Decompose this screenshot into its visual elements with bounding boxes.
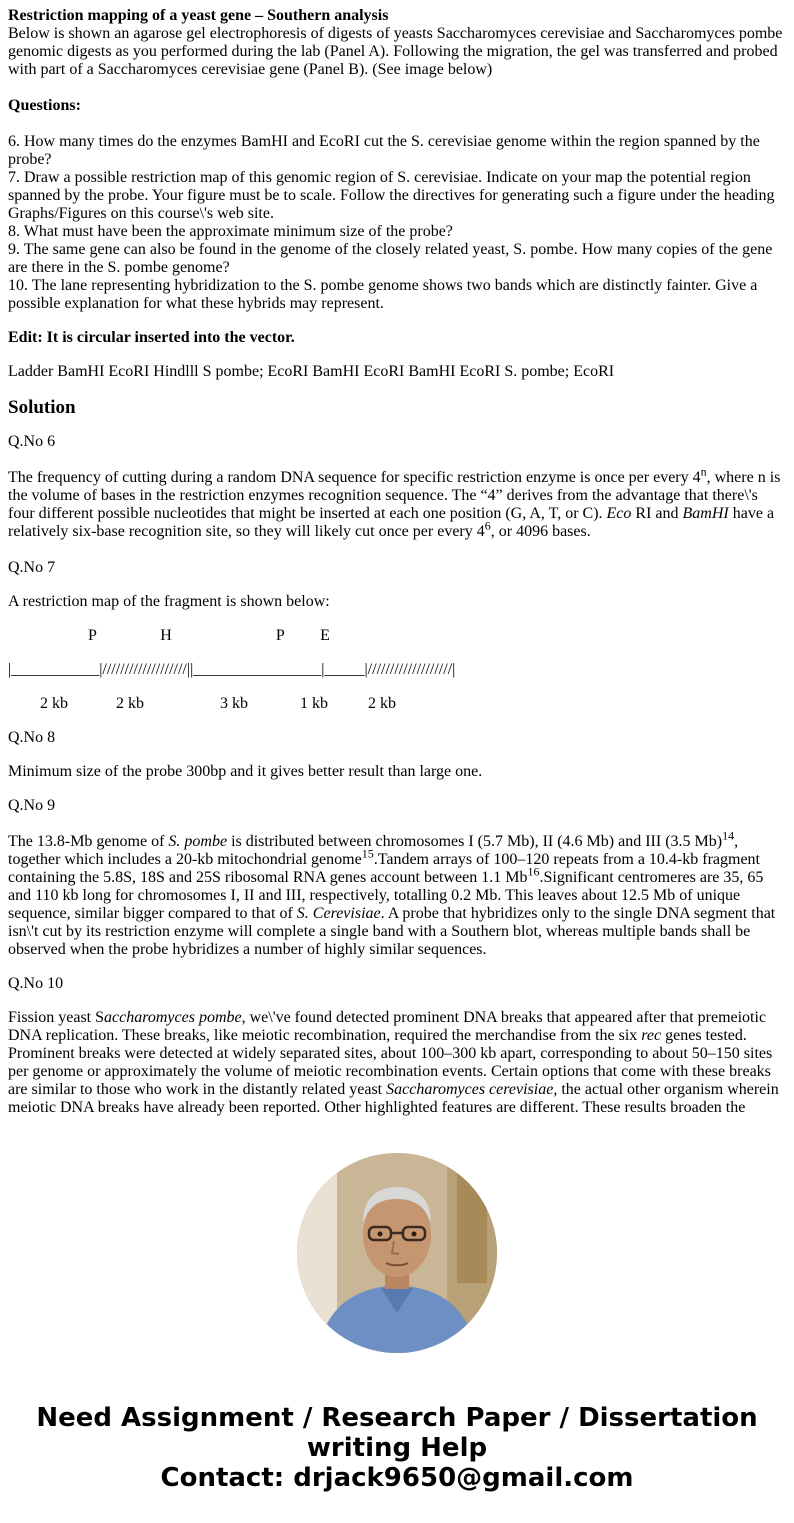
footer-contact-email: Contact: drjack9650@gmail.com bbox=[160, 1463, 634, 1493]
avatar bbox=[297, 1153, 497, 1353]
q8-label: Q.No 8 bbox=[8, 729, 56, 746]
edit-note: Edit: It is circular inserted into the vector. bbox=[8, 329, 295, 346]
q10-answer: Fission yeast Saccharomyces pombe, we\'ve found detected prominent DNA breaks that appeared after that premeiotic DNA replication. These breaks, like meiotic recombination, required the merchandise from the six rec genes tested. Prominent breaks were detected at widely separated sites, about 100–300 kb apart, corresponding to about 50–150 sites per genome or approximately the volume of meiotic recombination events. Certain options that come with these breaks are similar to those who work in the distantly related yeast Saccharomyces cerevisiae, the actual other organism wherein meiotic DNA breaks have already been reported. Other highlighted features are different. These results broaden the bbox=[8, 1009, 779, 1116]
document-body bbox=[8, 7, 786, 1120]
q10-label: Q.No 10 bbox=[8, 975, 64, 992]
question-list bbox=[8, 133, 786, 313]
question-item: 8. What must have been the approximate minimum size of the probe? bbox=[8, 223, 453, 240]
person-photo-icon bbox=[297, 1153, 497, 1353]
question-item: 9. The same gene can also be found in the genome of the closely related yeast, S. pombe. How many copies of the gene are there in the S. pombe genome? bbox=[8, 241, 773, 276]
footer-line: writing Help bbox=[306, 1433, 488, 1463]
question-item: 10. The lane representing hybridization to the S. pombe genome shows two bands which are distinctly fainter. Give a possible explanation for what these hybrids may represent. bbox=[8, 277, 758, 312]
question-item: 6. How many times do the enzymes BamHI and EcoRI cut the S. cerevisiae genome within the region spanned by the probe? bbox=[8, 133, 760, 168]
lane-labels: Ladder BamHI EcoRI Hindlll S pombe; EcoRI BamHI EcoRI BamHI EcoRI S. pombe; EcoRI bbox=[8, 363, 615, 380]
footer-contact bbox=[0, 1403, 794, 1493]
q6-answer: The frequency of cutting during a random DNA sequence for specific restriction enzyme is once per every 4$^n$, where n is the volume of bases in the restriction enzymes recognition sequence. The “4” derives from the advantage that there\'s four different possible nucleotides that might be inserted at each one position (G, A, T, or C). Eco RI and BamHI have a relatively six-base recognition site, so they will likely cut once per every $4^6$, or 4096 bases. bbox=[8, 464, 781, 540]
question-item: 7. Draw a possible restriction map of this genomic region of S. cerevisiae. Indicate on your map the potential region spanned by the probe. Your figure must be to scale. Follow the directives for generating such a figure under the heading Graphs/Figures on this course\'s web site. bbox=[8, 169, 775, 222]
q7-label: Q.No 7 bbox=[8, 559, 56, 576]
q9-label: Q.No 9 bbox=[8, 797, 56, 814]
q9-answer: The 13.8-Mb genome of S. pombe is distributed between chromosomes I (5.7 Mb), II (4.6 Mb) and III (3.5 Mb)$^{14}$, together which includes a 20-kb mitochondrial genome$^{15}$.Tandem arrays of 100–120 repeats from a 10.4-kb fragment containing the 5.8S, 18S and 25S ribosomal RNA genes account between 1.1 Mb$^{16}$.Significant centromeres are 35, 65 and 110 kb long for chromosomes I, II and III, respectively, totalling 0.2 Mb. This leaves about 12.5 Mb of unique sequence, similar bigger compared to that of S. Cerevisiae. A probe that hybridizes only to the single DNA segment that isn\'t cut by its restriction enzyme will complete a single band with a Southern blot, whereas multiple bands shall be observed when the probe hybridizes a number of highly similar sequences. bbox=[8, 828, 776, 958]
question-intro: Below is shown an agarose gel electrophoresis of digests of yeasts Saccharomyces cerevisiae and Saccharomyces pombe genomic digests as you performed during the lab (Panel A). Following the migration, the gel was transferred and probed with part of a Saccharomyces cerevisiae gene (Panel B). (See image below) bbox=[8, 25, 783, 78]
map-site-labels: P H P E bbox=[8, 627, 330, 644]
footer-line: Need Assignment / Research Paper / Dissertation bbox=[36, 1403, 758, 1433]
question-title: Restriction mapping of a yeast gene – Southern analysis bbox=[8, 7, 389, 24]
q6-label: Q.No 6 bbox=[8, 433, 56, 450]
map-fragment-sizes: 2 kb 2 kb 3 kb 1 kb 2 kb bbox=[8, 695, 396, 712]
solution-heading: Solution bbox=[8, 397, 76, 418]
map-line: |___________|///////////////////||________________|_____|///////////////////| bbox=[8, 661, 456, 678]
q7-answer: A restriction map of the fragment is shown below: bbox=[8, 593, 330, 610]
questions-heading: Questions: bbox=[8, 97, 81, 114]
q8-answer: Minimum size of the probe 300bp and it gives better result than large one. bbox=[8, 763, 483, 780]
